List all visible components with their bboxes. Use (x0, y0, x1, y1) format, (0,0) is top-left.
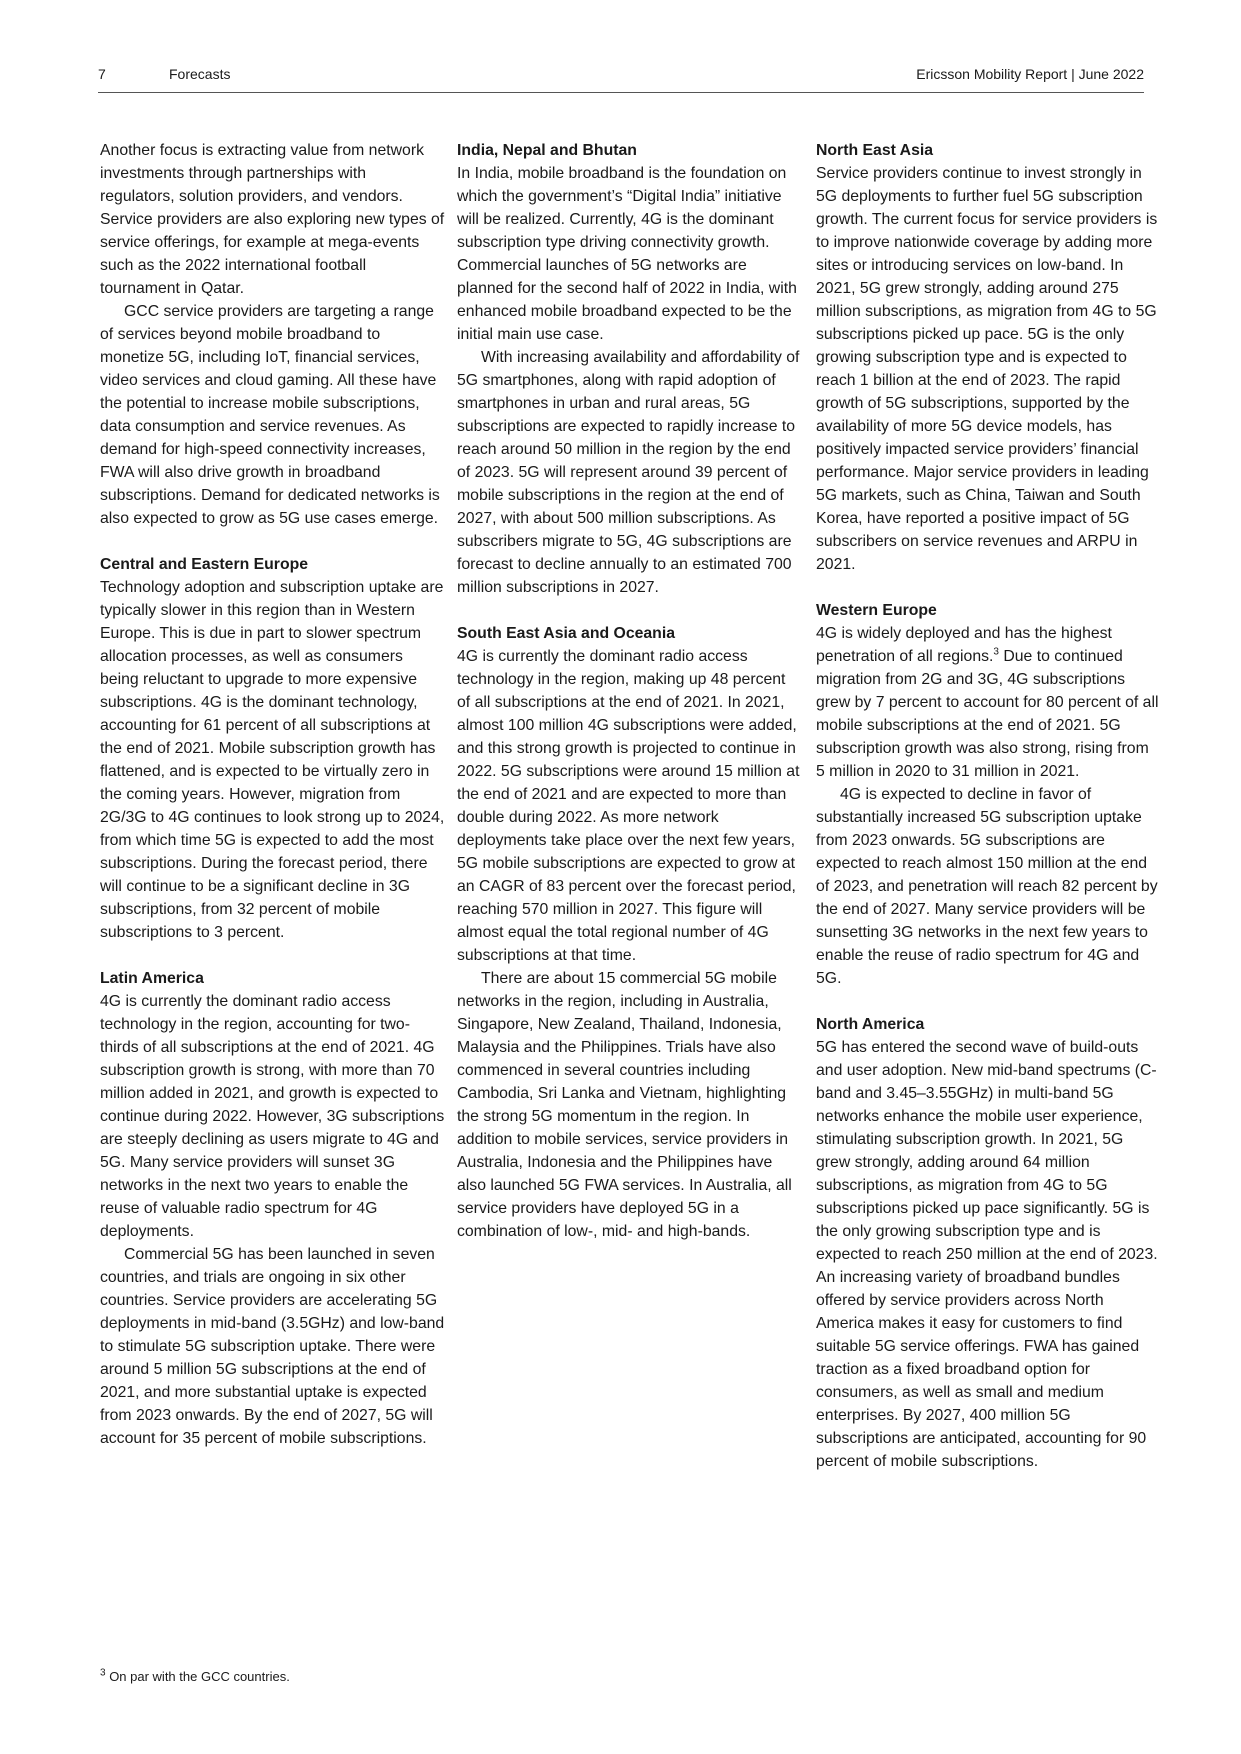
section-india-nepal-bhutan (457, 139, 802, 599)
section-heading: Central and Eastern Europe (100, 556, 309, 573)
section-heading: North East Asia (816, 142, 934, 159)
page-header (98, 66, 1144, 93)
paragraph: Technology adoption and subscription uptake are typically slower in this region than in Western Europe. This is due in part to slower spectrum allocation processes, as well as consumers being reluctant to upgrade to more expensive subscriptions. 4G is the dominant technology, accounting for 61 percent of all subscriptions at the end of 2021. Mobile subscription growth has flattened, and is expected to be virtually zero in the coming years. However, migration from 2G/3G to 4G continues to look strong up to 2024, from which time 5G is expected to add the most subscriptions. During the forecast period, there will continue to be a significant decline in 3G subscriptions, from 32 percent of mobile subscriptions to 3 percent. (100, 579, 445, 941)
section-heading: Western Europe (816, 602, 937, 619)
section-north-east-asia (816, 139, 1161, 576)
paragraph: Service providers continue to invest strongly in 5G deployments to further fuel 5G subscription growth. The current focus for service providers is to improve nationwide coverage by adding more sites or introducing services on low-band. In 2021, 5G grew strongly, adding around 275 million subscriptions, as migration from 4G to 5G subscriptions picked up pace. 5G is the only growing subscription type and is expected to reach 1 billion at the end of 2023. The rapid growth of 5G subscriptions, supported by the availability of more 5G device models, has positively impacted service providers’ financial performance. Major service providers in leading 5G markets, such as China, Taiwan and South Korea, have reported a positive impact of 5G subscribers on service revenues and ARPU in 2021. (816, 165, 1158, 573)
footnote-number: 3 (100, 1667, 106, 1679)
section-latin-america (100, 967, 445, 1450)
paragraph-start: 4G is widely deployed and has the highest penetration of all regions. (816, 625, 1112, 665)
paragraph: 4G is expected to decline in favor of substantially increased 5G subscription uptake from 2023 onwards. 5G subscriptions are expected to reach almost 150 million at the end of 2023, and penetration will reach 82 percent by the end of 2027. Many service providers will be sunsetting 3G networks in the next few years to enable the reuse of radio spectrum for 4G and 5G. (816, 786, 1158, 987)
paragraph: GCC service providers are targeting a range of services beyond mobile broadband to monetize 5G, including IoT, financial services, video services and cloud gaming. All these have the potential to increase mobile subscriptions, data consumption and service revenues. As demand for high-speed connectivity increases, FWA will also drive growth in broadband subscriptions. Demand for dedicated networks is also expected to grow as 5G use cases emerge. (100, 303, 440, 527)
paragraph: 5G has entered the second wave of build-outs and user adoption. New mid-band spectrums (C-band and 3.45–3.55GHz) in multi-band 5G networks enhance the mobile user experience, stimulating subscription growth. In 2021, 5G grew strongly, adding around 64 million subscriptions, as migration from 4G to 5G subscriptions picked up pace significantly. 5G is the only growing subscription type and is expected to reach 250 million at the end of 2023. An increasing variety of broadband bundles offered by service providers across North America makes it easy for customers to find suitable 5G service offerings. FWA has gained traction as a fixed broadband option for consumers, as well as small and medium enterprises. By 2027, 400 million 5G subscriptions are anticipated, accounting for 90 percent of mobile subscriptions. (816, 1039, 1158, 1470)
section-gcc-continued (100, 139, 445, 530)
section-heading: South East Asia and Oceania (457, 625, 676, 642)
paragraph-end: Due to continued migration from 2G and 3G, 4G subscriptions grew by 7 percent to account for 80 percent of all mobile subscriptions at the end of 2021. 5G subscription growth was also strong, rising from 5 million in 2020 to 31 million in 2021. (816, 648, 1159, 780)
column-1 (100, 139, 445, 1473)
paragraph: With increasing availability and affordability of 5G smartphones, along with rapid adoption of smartphones in urban and rural areas, 5G subscriptions are expected to rapidly increase to reach around 50 million in the region by the end of 2023. 5G will represent around 39 percent of mobile subscriptions in the region at the end of 2027, with about 500 million subscriptions. As subscribers migrate to 5G, 4G subscriptions are forecast to decline annually to an estimated 700 million subscriptions in 2027. (457, 349, 800, 596)
section-title: Forecasts (169, 66, 231, 82)
column-3 (816, 139, 1161, 1496)
column-2 (457, 139, 802, 1266)
paragraph: In India, mobile broadband is the foundation on which the government’s “Digital India” initiative will be realized. Currently, 4G is the dominant subscription type driving connectivity growth. Commercial launches of 5G networks are planned for the second half of 2022 in India, with enhanced mobile broadband expected to be the initial main use case. (457, 165, 797, 343)
section-central-eastern-europe (100, 553, 445, 944)
section-heading: North America (816, 1016, 925, 1033)
section-north-america (816, 1013, 1161, 1473)
paragraph: Another focus is extracting value from network investments through partnerships with regulators, solution providers, and vendors. Service providers are also exploring new types of service offerings, for example at mega-events such as the 2022 international football tournament in Qatar. (100, 142, 445, 297)
section-heading: India, Nepal and Bhutan (457, 142, 637, 159)
paragraph (816, 622, 1161, 783)
section-western-europe (816, 599, 1161, 990)
paragraph: There are about 15 commercial 5G mobile networks in the region, including in Australia, Singapore, New Zealand, Thailand, Indonesia, Malaysia and the Philippines. Trials have also commenced in several countries including Cambodia, Sri Lanka and Vietnam, highlighting the strong 5G momentum in the region. In addition to mobile services, service providers in Australia, Indonesia and the Philippines have also launched 5G FWA services. In Australia, all service providers have deployed 5G in a combination of low-, mid- and high-bands. (457, 970, 792, 1240)
section-south-east-asia-oceania (457, 622, 802, 1243)
section-heading: Latin America (100, 970, 204, 987)
footnote-reference: 3 (993, 646, 999, 658)
paragraph: Commercial 5G has been launched in seven countries, and trials are ongoing in six other countries. Service providers are accelerating 5G deployments in mid-band (3.5GHz) and low-band to stimulate 5G subscription uptake. There were around 5 million 5G subscriptions at the end of 2021, and more substantial uptake is expected from 2023 onwards. By the end of 2027, 5G will account for 35 percent of mobile subscriptions. (100, 1246, 445, 1447)
page-number: 7 (98, 66, 106, 82)
footnote-text: On par with the GCC countries. (109, 1669, 290, 1684)
footnote (100, 1669, 290, 1684)
report-title: Ericsson Mobility Report | June 2022 (916, 66, 1144, 82)
paragraph: 4G is currently the dominant radio access technology in the region, accounting for two-thirds of all subscriptions at the end of 2021. 4G subscription growth is strong, with more than 70 million added in 2021, and growth is expected to continue during 2022. However, 3G subscriptions are steeply declining as users migrate to 4G and 5G. Many service providers will sunset 3G networks in the next two years to enable the reuse of valuable radio spectrum for 4G deployments. (100, 993, 445, 1240)
paragraph: 4G is currently the dominant radio access technology in the region, making up 48 percent of all subscriptions at the end of 2021. In 2021, almost 100 million 4G subscriptions were added, and this strong growth is projected to continue in 2022. 5G subscriptions were around 15 million at the end of 2021 and are expected to more than double during 2022. As more network deployments take place over the next few years, 5G mobile subscriptions are expected to grow at an CAGR of 83 percent over the forecast period, reaching 570 million in 2027. This figure will almost equal the total regional number of 4G subscriptions at that time. (457, 648, 800, 964)
